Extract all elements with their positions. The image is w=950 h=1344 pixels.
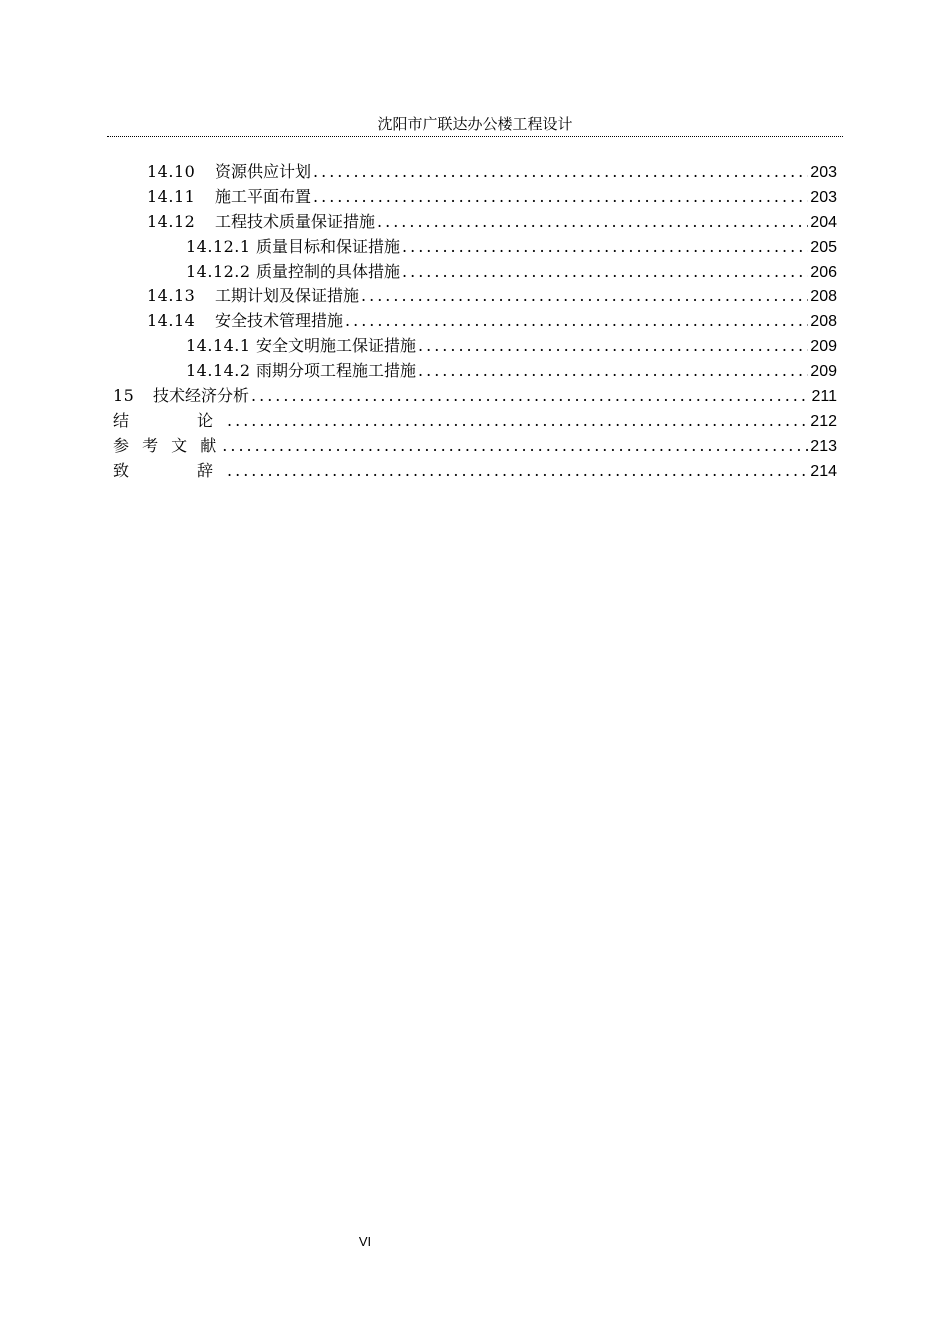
toc-entry-title: 质量目标和保证措施 bbox=[256, 237, 401, 256]
toc-entry-number: 14.14.2 bbox=[186, 361, 251, 380]
toc-entry-page: 212 bbox=[810, 413, 837, 430]
toc-entry-page: 211 bbox=[811, 388, 837, 405]
toc-leader-dots bbox=[418, 359, 808, 383]
toc-leader-dots bbox=[361, 284, 808, 308]
header-title: 沈阳市广联达办公楼工程设计 bbox=[377, 115, 573, 133]
toc-entry-page: 203 bbox=[810, 189, 837, 206]
toc-entry-page: 208 bbox=[810, 313, 837, 330]
toc-entry-page: 204 bbox=[810, 214, 837, 231]
toc-entry-title: 质量控制的具体措施 bbox=[256, 262, 401, 281]
toc-entry[interactable] bbox=[186, 359, 837, 383]
toc-entry[interactable] bbox=[186, 235, 837, 259]
toc-entry-title: 雨期分项工程施工措施 bbox=[256, 361, 417, 380]
toc-entry-page: 213 bbox=[810, 438, 837, 455]
toc-entry[interactable] bbox=[147, 185, 837, 209]
toc-entry[interactable] bbox=[147, 284, 837, 308]
toc-entry-title: 安全文明施工保证措施 bbox=[256, 336, 417, 355]
toc-entry-page: 209 bbox=[810, 338, 837, 355]
toc-leader-dots bbox=[402, 235, 808, 259]
toc-entry-title: 安全技术管理措施 bbox=[215, 311, 344, 330]
toc-entry[interactable] bbox=[147, 309, 837, 333]
toc-leader-dots bbox=[377, 210, 808, 234]
toc-entry-title: 致 辞 bbox=[113, 461, 226, 480]
toc-entry[interactable] bbox=[147, 210, 837, 234]
toc-entry-page: 214 bbox=[810, 463, 837, 480]
toc-leader-dots bbox=[227, 409, 808, 433]
toc-entry-page: 209 bbox=[810, 363, 837, 380]
toc-entry-number: 14.10 bbox=[147, 162, 196, 181]
toc-leader-dots bbox=[222, 434, 808, 458]
toc-entry-page: 203 bbox=[810, 164, 837, 181]
toc-entry-number: 15 bbox=[113, 386, 135, 405]
toc-entry-number: 14.12.2 bbox=[186, 262, 251, 281]
toc-entry-title: 施工平面布置 bbox=[215, 187, 312, 206]
toc-leader-dots bbox=[313, 185, 808, 209]
toc-entry-number: 14.11 bbox=[147, 187, 196, 206]
toc-entry-title: 结 论 bbox=[113, 411, 226, 430]
page-header bbox=[107, 114, 843, 137]
toc-entry-title: 资源供应计划 bbox=[215, 162, 312, 181]
toc-entry-title: 工期计划及保证措施 bbox=[215, 286, 360, 305]
toc-leader-dots bbox=[227, 459, 808, 483]
toc-entry[interactable] bbox=[113, 409, 837, 433]
toc-entry-page: 208 bbox=[810, 288, 837, 305]
toc-leader-dots bbox=[402, 260, 808, 284]
toc-entry[interactable] bbox=[113, 434, 837, 458]
toc-entry-number: 14.12 bbox=[147, 212, 196, 231]
page-number bbox=[340, 1234, 390, 1249]
toc-entry[interactable] bbox=[186, 260, 837, 284]
toc-entry-title: 参 考 文 献 bbox=[113, 436, 221, 455]
toc-leader-dots bbox=[418, 334, 808, 358]
toc-entry-title: 工程技术质量保证措施 bbox=[215, 212, 376, 231]
toc-entry-number: 14.14 bbox=[147, 311, 196, 330]
toc-entry[interactable] bbox=[113, 384, 837, 408]
toc-entry-page: 205 bbox=[810, 239, 837, 256]
toc-leader-dots bbox=[345, 309, 808, 333]
toc-entry[interactable] bbox=[186, 334, 837, 358]
toc-entry[interactable] bbox=[147, 160, 837, 184]
toc-entry-title: 技术经济分析 bbox=[153, 386, 250, 405]
footer-page-number: VI bbox=[358, 1234, 372, 1249]
toc-entry[interactable] bbox=[113, 459, 837, 483]
toc-entry-page: 206 bbox=[810, 264, 837, 281]
toc-leader-dots bbox=[313, 160, 808, 184]
toc-leader-dots bbox=[251, 384, 809, 408]
toc-entry-number: 14.13 bbox=[147, 286, 196, 305]
toc-entry-number: 14.14.1 bbox=[186, 336, 251, 355]
toc-entry-number: 14.12.1 bbox=[186, 237, 251, 256]
